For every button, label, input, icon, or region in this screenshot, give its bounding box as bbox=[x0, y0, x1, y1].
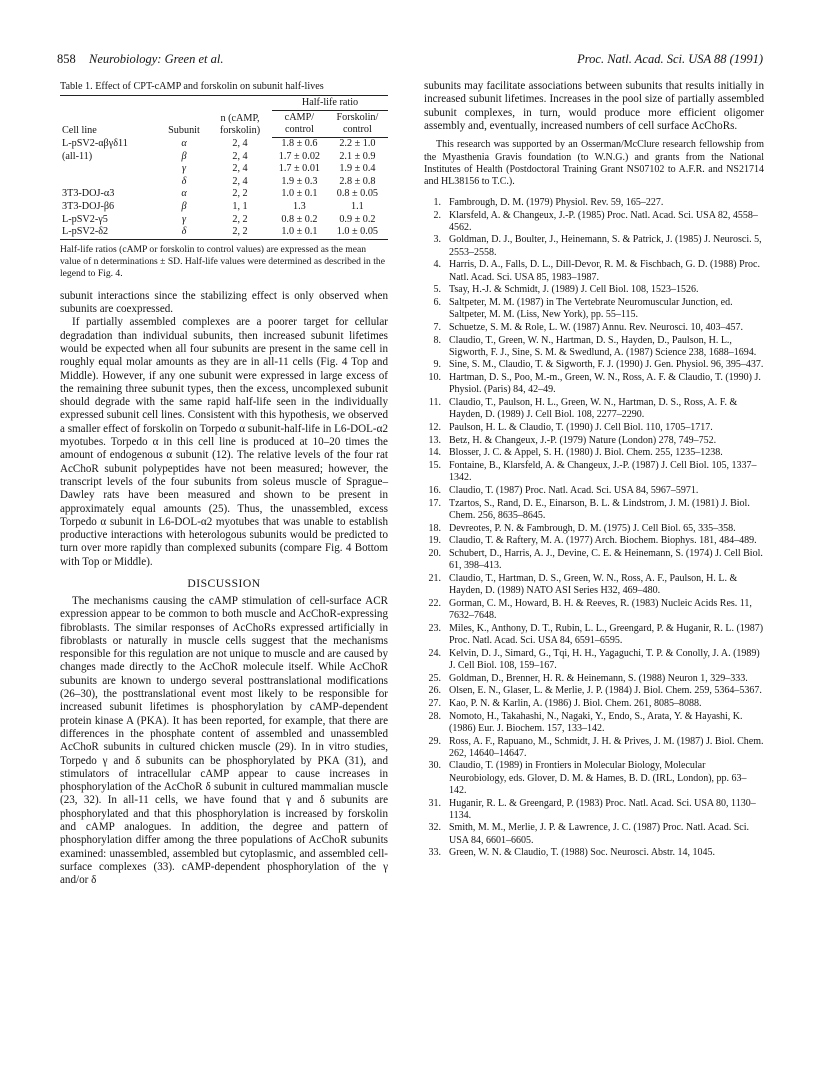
reference-number: 17. bbox=[428, 497, 441, 509]
table-cell-subunit: α bbox=[181, 137, 187, 149]
table-row bbox=[60, 151, 388, 164]
paragraph-discussion: The mechanisms causing the cAMP stimulation of cell-surface ACR expression appear to be common to both muscle and AcChoR-expressing fibroblasts. The similar responses of AcChoRs expressed artificially in fibroblasts or naturally in muscle cells suggest that the mechanisms responsible for this regulation are not unique to muscle and are caused by changes made directly to the AcChoR molecule itself. While AcChoR subunits are known to undergo several posttranslational modifications (26–30), the posttranslational event most likely to be responsible for increased subunit lifetimes is phosphorylation by cAMP-dependent protein kinase A (PKA). It has been reported, for example, that there are differences in the phosphate content of assembled and unassembled AcChoR subunits in cultured chicken muscle (29). In in vitro studies, Torpedo γ and δ subunits can be phosphorylated by PKA (31), and stimulators of intracellular cAMP appear to cause increases in phosphorylation of the AcChoR δ subunit in cultured mammalian muscle (23, 32). In all-11 cells, we have found that γ and δ subunits are phosphorylated and that this phosphorylation is increased by forskolin and cAMP analogues. In addition, the degree and pattern of phosphorylation differ among the three populations of AcChoR subunits examined: unassembled, assembled but cytoplasmic, and assembled cell-surface complexes (33). cAMP-dependent phosphorylation of the γ and/or δ bbox=[60, 594, 388, 887]
reference-number: 25. bbox=[428, 672, 441, 684]
reference-item bbox=[424, 359, 764, 371]
paragraph-discussion-end: subunits may facilitate associations between subunits that results initially in increased subunit lifetimes. Increases in the pool size of partially assembled subunit complexes, in turn, would produce more efficient oligomer assembly and, eventually, increased numbers of cell surface AcChoRs. bbox=[424, 80, 764, 132]
reference-text: Schuetze, S. M. & Role, L. W. (1987) Annu. Rev. Neurosci. 10, 403–457. bbox=[449, 321, 744, 333]
reference-item bbox=[424, 685, 764, 697]
reference-text: Miles, K., Anthony, D. T., Rubin, L. L., Greengard, P. & Huganir, R. L. (1987) Proc. Natl. Acad. Sci. USA 84, 6591–6595. bbox=[449, 622, 764, 646]
reference-text: Claudio, T. & Raftery, M. A. (1977) Arch. Biochem. Biophys. 181, 484–489. bbox=[449, 535, 757, 547]
reference-number: 26. bbox=[428, 685, 441, 697]
table-cell-forskolin: 2.1 ± 0.9 bbox=[339, 150, 376, 162]
col-header-n: n (cAMP, forskolin) bbox=[219, 112, 261, 136]
reference-item bbox=[424, 498, 764, 522]
reference-number: 10. bbox=[428, 372, 441, 384]
reference-item bbox=[424, 673, 764, 685]
reference-text: Huganir, R. L. & Greengard, P. (1983) Proc. Natl. Acad. Sci. USA 80, 1130–1134. bbox=[449, 797, 756, 821]
col-header-camp: cAMP/ control bbox=[272, 111, 327, 138]
table-cell-cell-line: L-pSV2-αβγδ11 bbox=[62, 137, 128, 149]
reference-text: Saltpeter, M. M. (1987) in The Vertebrate Neuromuscular Junction, ed. Saltpeter, M. M. (Liss, New York), pp. 55–115. bbox=[449, 296, 733, 321]
col-group-half-life-ratio: Half-life ratio bbox=[272, 96, 388, 111]
reference-number: 7. bbox=[433, 321, 441, 333]
table-footnote: Half-life ratios (cAMP or forskolin to control values) are expressed as the mean value of n determinations ± SD. Half-life values were determined as described in the legend to Fig. 4. bbox=[60, 243, 385, 279]
table-row bbox=[60, 214, 388, 227]
reference-text: Sine, S. M., Claudio, T. & Sigworth, F. J. (1990) J. Gen. Physiol. 96, 395–437. bbox=[449, 359, 764, 371]
table-cell-subunit: α bbox=[181, 188, 187, 200]
reference-item bbox=[424, 648, 764, 672]
reference-text: Goldman, D., Brenner, H. R. & Heinemann, S. (1988) Neuron 1, 329–333. bbox=[449, 672, 748, 684]
journal-citation: Proc. Natl. Acad. Sci. USA 88 (1991) bbox=[577, 52, 763, 66]
reference-item bbox=[424, 798, 764, 822]
table-row bbox=[60, 188, 388, 201]
reference-item bbox=[424, 397, 764, 421]
reference-text: Claudio, T., Hartman, D. S., Green, W. N., Ross, A. F., Paulson, H. L. & Hayden, D. (1989) NATO ASI Series H32, 469–480. bbox=[449, 572, 738, 597]
table-cell-cell-line: 3T3-DOJ-α3 bbox=[62, 188, 115, 200]
reference-text: Tsay, H.-J. & Schmidt, J. (1989) J. Cell Biol. 108, 1523–1526. bbox=[449, 284, 699, 296]
reference-number: 12. bbox=[428, 421, 441, 433]
reference-list bbox=[424, 197, 764, 860]
reference-text: Olsen, E. N., Glaser, L. & Merlie, J. P. (1984) J. Biol. Chem. 259, 5364–5367. bbox=[449, 685, 762, 697]
reference-number: 22. bbox=[428, 597, 441, 609]
table-cell-subunit: δ bbox=[181, 226, 187, 238]
reference-number: 5. bbox=[433, 284, 441, 296]
reference-number: 23. bbox=[428, 622, 441, 634]
table-cell-n: 2, 4 bbox=[232, 175, 248, 187]
page-number: 858 bbox=[57, 52, 76, 66]
table-row bbox=[60, 138, 388, 151]
reference-item bbox=[424, 711, 764, 735]
table-cell-subunit: β bbox=[181, 200, 187, 212]
table-cell-forskolin: 0.9 ± 0.2 bbox=[339, 213, 376, 225]
reference-number: 3. bbox=[433, 234, 441, 246]
table-caption: Table 1. Effect of CPT-cAMP and forskolin on subunit half-lives bbox=[60, 81, 324, 92]
table-cell-cell-line bbox=[60, 163, 160, 176]
reference-item bbox=[424, 548, 764, 572]
table-cell-subunit: γ bbox=[181, 213, 186, 225]
acknowledgment: This research was supported by an Osserman/McClure research fellowship from the Myasthenia Gravis foundation (to W.N.G.) and grants from the National Institutes of Health (Postdoctoral Training Grant NS07102 to A.F.R. and NS21714 and HL38156 to T.C.). bbox=[424, 139, 764, 188]
right-column bbox=[424, 80, 764, 860]
reference-item bbox=[424, 460, 764, 484]
reference-text: Claudio, T. (1989) in Frontiers in Molecular Biology, Molecular Neurobiology, eds. Glover, D. M. & Hames, B. D. (IRL, London), pp. 63–142. bbox=[449, 760, 747, 796]
reference-text: Fambrough, D. M. (1979) Physiol. Rev. 59, 165–227. bbox=[449, 196, 664, 208]
reference-item bbox=[424, 598, 764, 622]
reference-text: Goldman, D. J., Boulter, J., Heinemann, S. & Patrick, J. (1985) J. Neurosci. 5, 2553–2558. bbox=[449, 234, 762, 258]
table-cell-camp: 1.7 ± 0.02 bbox=[278, 150, 321, 162]
reference-item bbox=[424, 210, 764, 234]
reference-item bbox=[424, 335, 764, 359]
reference-text: Harris, D. A., Falls, D. L., Dill-Devor, R. M. & Fischbach, G. D. (1988) Proc. Natl. Acad. Sci. USA 85, 1983–1987. bbox=[449, 259, 760, 283]
reference-item bbox=[424, 523, 764, 535]
table-cell-cell-line: (all-11) bbox=[62, 150, 93, 162]
reference-item bbox=[424, 297, 764, 321]
col-header-subunit: Subunit bbox=[168, 124, 200, 136]
reference-item bbox=[424, 322, 764, 334]
reference-number: 13. bbox=[428, 434, 441, 446]
reference-item bbox=[424, 698, 764, 710]
reference-number: 33. bbox=[428, 847, 441, 859]
table-cell-subunit: δ bbox=[181, 175, 187, 187]
col-header-forskolin: Forskolin/ control bbox=[327, 111, 388, 138]
table-row bbox=[60, 226, 388, 239]
table-cell-forskolin: 1.0 ± 0.05 bbox=[336, 226, 379, 238]
reference-item bbox=[424, 623, 764, 647]
table-cell-n: 2, 4 bbox=[232, 137, 248, 149]
paragraph-continuation: subunit interactions since the stabilizing effect is only observed when subunits are coexpressed. bbox=[60, 289, 388, 316]
reference-number: 19. bbox=[428, 535, 441, 547]
reference-number: 31. bbox=[428, 797, 441, 809]
table-cell-forskolin: 1.1 bbox=[351, 200, 364, 212]
reference-text: Green, W. N. & Claudio, T. (1988) Soc. Neurosci. Abstr. 14, 1045. bbox=[449, 847, 715, 859]
reference-text: Hartman, D. S., Poo, M.-m., Green, W. N., Ross, A. F. & Claudio, T. (1990) J. Physiol. (Paris) 84, 42–49. bbox=[449, 372, 761, 396]
reference-number: 1. bbox=[433, 196, 441, 208]
reference-text: Paulson, H. L. & Claudio, T. (1990) J. Cell Biol. 110, 1705–1717. bbox=[449, 421, 713, 433]
half-life-table bbox=[60, 95, 388, 240]
reference-number: 24. bbox=[428, 647, 441, 659]
reference-item bbox=[424, 422, 764, 434]
reference-item bbox=[424, 435, 764, 447]
table-cell-camp: 1.7 ± 0.01 bbox=[278, 163, 321, 175]
paragraph-hypothesis: If partially assembled complexes are a poorer target for cellular degradation than individual subunits, then increased subunit lifetimes would be expected when all four subunits are present in the same cell in roughly equal molar amounts as they are in all-11 cells (Fig. 4 Top and Middle). However, if any one subunit were expressed in large excess of the remaining three subunit types, then the excess, uncomplexed subunit should degrade with the same rapid half-life seen in the individually expressed subunit cell lines. Consistent with this hypothesis, we observed a smaller effect of forskolin on Torpedo α subunit-half-life in L6-DOL-α2 myotubes. Torpedo α in this cell line is produced at 10–20 times the amount of endogenous α subunit (12). The relative levels of the four rat AcChoR subunit polypeptides have not been measured; however, the transcript levels of the four subunits from soleus muscle of Sprague–Dawley rats have been measured and shown to be present in approximately equal amounts (25). Thus, the unassembled, excess Torpedo α subunit in L6-DOL-α2 myotubes that was unable to establish productive interactions with heterologous subunits would be predicted to turn over more rapidly than complexed subunits (compare Fig. 4 Bottom with Top or Middle). bbox=[60, 316, 388, 568]
reference-number: 4. bbox=[433, 259, 441, 271]
col-header-cell-line: Cell line bbox=[62, 124, 97, 136]
reference-text: Nomoto, H., Takahashi, N., Nagaki, Y., Endo, S., Arata, Y. & Hayashi, K. (1986) Eur. J. Biochem. 157, 133–142. bbox=[449, 710, 743, 734]
table-cell-cell-line: L-pSV2-γ5 bbox=[62, 213, 108, 225]
reference-item bbox=[424, 573, 764, 597]
reference-number: 14. bbox=[428, 447, 441, 459]
table-cell-camp: 0.8 ± 0.2 bbox=[281, 213, 318, 225]
reference-number: 2. bbox=[433, 209, 441, 221]
table-cell-forskolin: 2.2 ± 1.0 bbox=[339, 138, 376, 149]
table-cell-subunit: β bbox=[181, 150, 187, 162]
reference-item bbox=[424, 372, 764, 396]
table-cell-n: 2, 2 bbox=[232, 226, 248, 238]
reference-number: 21. bbox=[428, 572, 441, 584]
reference-text: Fontaine, B., Klarsfeld, A. & Changeux, J.-P. (1987) J. Cell Biol. 105, 1337–1342. bbox=[449, 460, 757, 484]
reference-item bbox=[424, 485, 764, 497]
reference-text: Kao, P. N. & Karlin, A. (1986) J. Biol. Chem. 261, 8085–8088. bbox=[449, 697, 702, 709]
reference-number: 8. bbox=[433, 334, 441, 346]
table-cell-forskolin: 1.9 ± 0.4 bbox=[339, 163, 376, 175]
reference-text: Blosser, J. C. & Appel, S. H. (1980) J. Biol. Chem. 255, 1235–1238. bbox=[449, 447, 723, 459]
reference-number: 16. bbox=[428, 484, 441, 496]
reference-number: 15. bbox=[428, 460, 441, 472]
reference-text: Ross, A. F., Rapuano, M., Schmidt, J. H. & Prives, J. M. (1987) J. Biol. Chem. 262, 14640–14647. bbox=[449, 735, 764, 759]
reference-text: Kelvin, D. J., Simard, G., Tqi, H. H., Yagaguchi, T. P. & Conolly, J. A. (1989) J. Cell Biol. 108, 159–167. bbox=[449, 647, 760, 671]
table-body bbox=[60, 138, 388, 240]
reference-text: Claudio, T. (1987) Proc. Natl. Acad. Sci. USA 84, 5967–5971. bbox=[449, 484, 699, 496]
reference-item bbox=[424, 822, 764, 846]
reference-item bbox=[424, 284, 764, 296]
reference-number: 30. bbox=[428, 760, 441, 772]
table-cell-camp: 1.0 ± 0.1 bbox=[281, 226, 318, 238]
table-cell-camp: 1.8 ± 0.6 bbox=[281, 138, 318, 149]
reference-item bbox=[424, 736, 764, 760]
reference-item bbox=[424, 259, 764, 283]
table-row bbox=[60, 201, 388, 214]
left-column bbox=[60, 80, 388, 888]
table-cell-n: 2, 2 bbox=[232, 188, 248, 200]
table-cell-n: 2, 4 bbox=[232, 150, 248, 162]
table-cell-subunit: γ bbox=[181, 163, 186, 175]
table-cell-n: 2, 2 bbox=[232, 213, 248, 225]
table-cell-forskolin: 2.8 ± 0.8 bbox=[339, 175, 376, 187]
reference-text: Claudio, T., Paulson, H. L., Green, W. N., Hartman, D. S., Ross, A. F. & Hayden, D. (1989) J. Cell Biol. 108, 2277–2290. bbox=[449, 397, 738, 421]
page-header bbox=[57, 48, 763, 70]
reference-text: Devreotes, P. N. & Fambrough, D. M. (1975) J. Cell Biol. 65, 335–358. bbox=[449, 522, 736, 534]
reference-item bbox=[424, 234, 764, 258]
reference-item bbox=[424, 535, 764, 547]
reference-text: Schubert, D., Harris, A. J., Devine, C. E. & Heinemann, S. (1974) J. Cell Biol. 61, 398–413. bbox=[449, 548, 763, 572]
reference-item bbox=[424, 847, 764, 859]
table-cell-forskolin: 0.8 ± 0.05 bbox=[336, 188, 379, 200]
reference-number: 27. bbox=[428, 697, 441, 709]
table-cell-n: 1, 1 bbox=[232, 200, 248, 212]
reference-number: 20. bbox=[428, 548, 441, 559]
reference-number: 28. bbox=[428, 710, 441, 722]
running-title: Neurobiology: Green et al. bbox=[89, 52, 224, 66]
reference-text: Tzartos, S., Rand, D. E., Einarson, B. L. & Lindstrom, J. M. (1981) J. Biol. Chem. 256, 8635–8645. bbox=[449, 497, 750, 521]
reference-item bbox=[424, 447, 764, 459]
reference-text: Smith, M. M., Merlie, J. P. & Lawrence, J. C. (1987) Proc. Natl. Acad. Sci. USA 84, 6601–6605. bbox=[449, 822, 749, 846]
table-cell-n: 2, 4 bbox=[232, 163, 248, 175]
table-cell-camp: 1.3 bbox=[293, 200, 306, 212]
table-row bbox=[60, 176, 388, 189]
table-cell-cell-line: 3T3-DOJ-β6 bbox=[62, 200, 115, 212]
reference-text: Klarsfeld, A. & Changeux, J.-P. (1985) Proc. Natl. Acad. Sci. USA 82, 4558–4562. bbox=[449, 209, 758, 233]
reference-item bbox=[424, 197, 764, 209]
table-cell-camp: 1.0 ± 0.1 bbox=[281, 188, 318, 200]
reference-number: 32. bbox=[428, 822, 441, 834]
discussion-heading: DISCUSSION bbox=[187, 576, 261, 590]
table-cell-camp: 1.9 ± 0.3 bbox=[281, 175, 318, 187]
reference-text: Gorman, C. M., Howard, B. H. & Reeves, R. (1983) Nucleic Acids Res. 11, 7632–7648. bbox=[449, 597, 752, 622]
reference-number: 29. bbox=[428, 735, 441, 747]
table-cell-cell-line bbox=[60, 176, 160, 189]
reference-item bbox=[424, 760, 764, 797]
reference-text: Claudio, T., Green, W. N., Hartman, D. S., Hayden, D., Paulson, H. L., Sigworth, F. J., Sine, S. M. & Swedlund, A. (1987) Science 238, 1688–1694. bbox=[449, 334, 757, 358]
table-cell-cell-line: L-pSV2-δ2 bbox=[62, 226, 109, 238]
reference-number: 18. bbox=[428, 522, 441, 534]
reference-text: Betz, H. & Changeux, J.-P. (1979) Nature (London) 278, 749–752. bbox=[449, 434, 717, 446]
reference-number: 6. bbox=[433, 296, 441, 308]
reference-number: 11. bbox=[428, 397, 441, 409]
reference-number: 9. bbox=[433, 359, 441, 371]
table-row bbox=[60, 163, 388, 176]
